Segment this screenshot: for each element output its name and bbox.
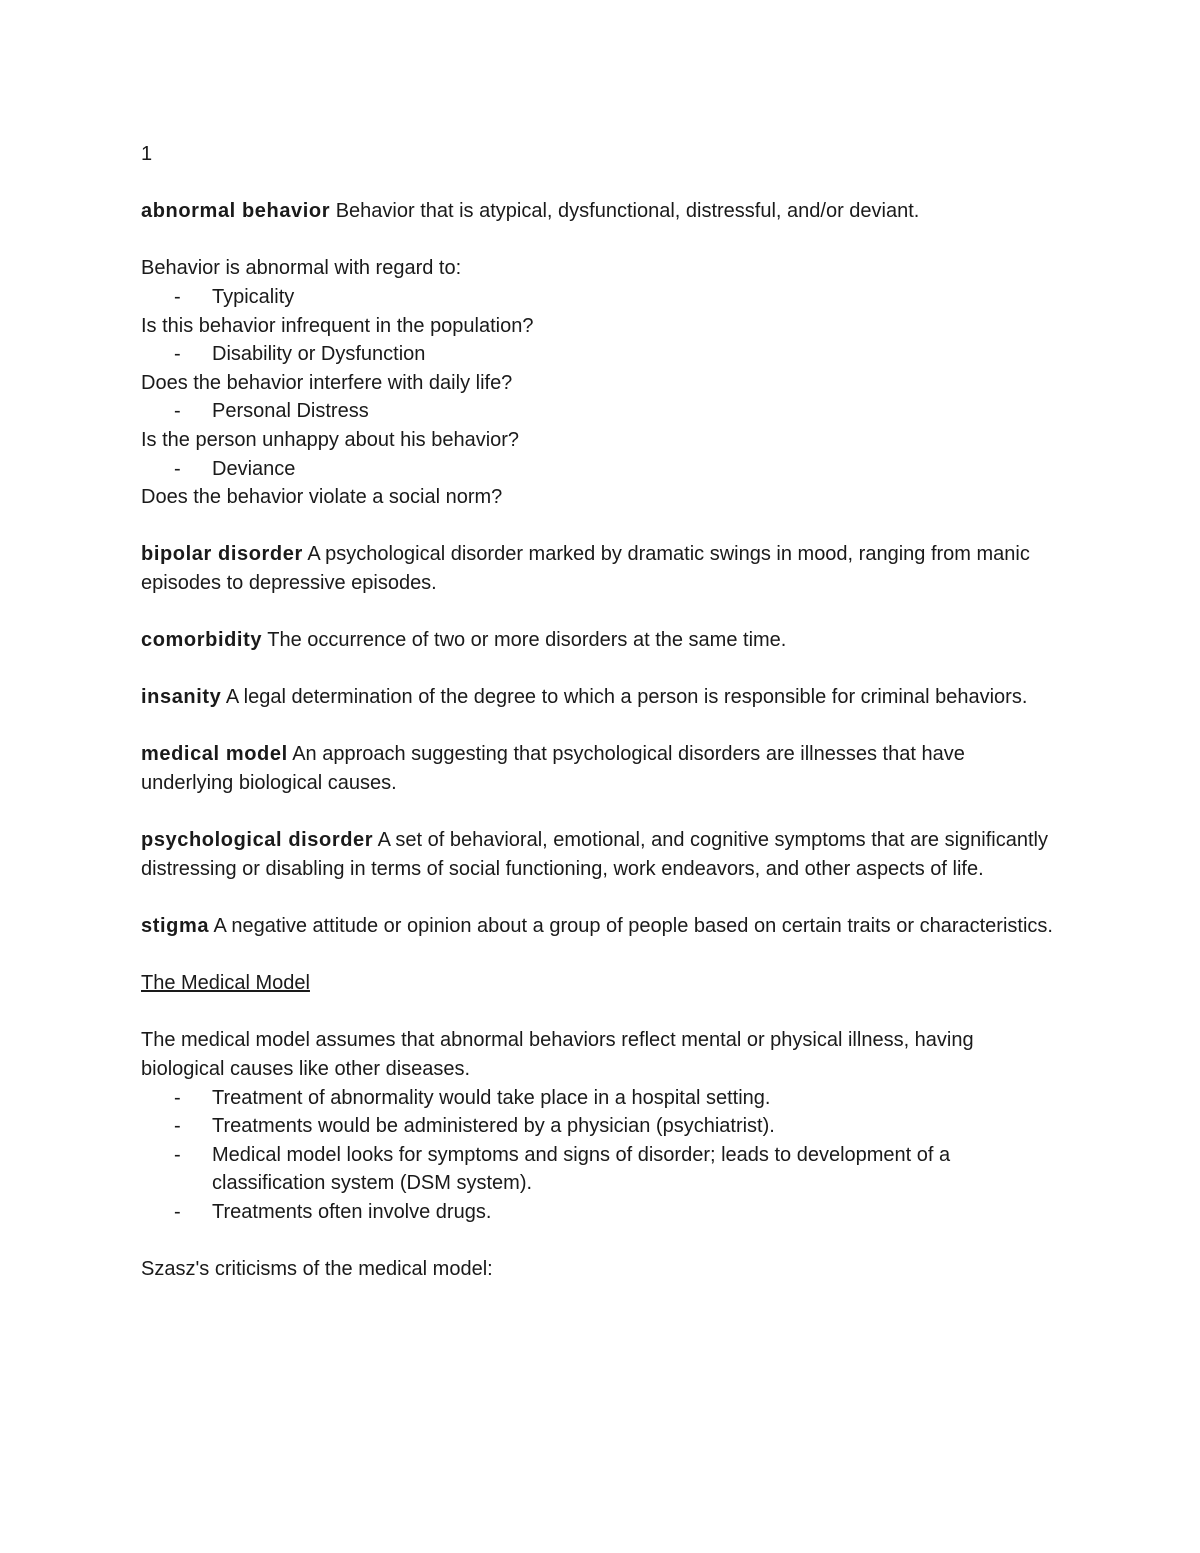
dash-marker: - (174, 1115, 181, 1138)
definition-abnormal-behavior (141, 197, 1061, 226)
term: stigma (141, 915, 210, 938)
dash-marker: - (174, 285, 181, 308)
bullet-text: Treatment of abnormality would take place in a hospital setting. (212, 1086, 771, 1109)
term: bipolar disorder (141, 543, 303, 566)
bullet-text: Medical model looks for symptoms and signs of disorder; leads to development of a classification system (DSM system). (212, 1143, 951, 1195)
criteria-label: Deviance (212, 457, 296, 480)
definition-psychological-disorder (141, 826, 1061, 883)
term: comorbidity (141, 629, 263, 652)
term: psychological disorder (141, 829, 374, 852)
criteria-label: Personal Distress (212, 400, 369, 423)
criteria-question: Is the person unhappy about his behavior? (141, 428, 520, 451)
szasz-criticisms-intro: Szasz's criticisms of the medical model: (141, 1258, 493, 1281)
medical-model-bullet (141, 1198, 1061, 1227)
criteria-item (141, 340, 1061, 369)
definition-insanity (141, 683, 1061, 712)
section-heading-medical-model: The Medical Model (141, 972, 310, 995)
bullet-text: Treatments often involve drugs. (212, 1200, 492, 1223)
definition-text: An approach suggesting that psychological disorders are illnesses that have underlying biological causes. (141, 743, 965, 795)
criteria-intro: Behavior is abnormal with regard to: (141, 257, 462, 280)
definition-bipolar-disorder (141, 540, 1061, 597)
criteria-label: Disability or Dysfunction (212, 343, 426, 366)
criteria-item (141, 283, 1061, 312)
criteria-item (141, 455, 1061, 484)
term: abnormal behavior (141, 200, 331, 223)
definition-medical-model (141, 740, 1061, 797)
definition-stigma (141, 912, 1061, 941)
medical-model-bullet (141, 1084, 1061, 1113)
page-number: 1 (141, 143, 153, 165)
term: insanity (141, 686, 222, 709)
medical-model-bullet (141, 1141, 1061, 1198)
criteria-question: Is this behavior infrequent in the population? (141, 314, 534, 337)
term: medical model (141, 743, 288, 766)
criteria-item (141, 397, 1061, 426)
definition-text: A psychological disorder marked by dramatic swings in mood, ranging from manic episodes to depressive episodes. (141, 543, 1030, 594)
definition-text: A legal determination of the degree to which a person is responsible for criminal behaviors. (221, 686, 1028, 709)
document-page (141, 140, 1061, 1284)
criteria-question: Does the behavior violate a social norm? (141, 486, 503, 509)
dash-marker: - (174, 1086, 181, 1109)
criteria-label: Typicality (212, 285, 295, 308)
definition-comorbidity (141, 626, 1061, 655)
bullet-text: Treatments would be administered by a physician (psychiatrist). (212, 1115, 775, 1138)
dash-marker: - (174, 400, 181, 423)
definition-text: A set of behavioral, emotional, and cognitive symptoms that are significantly distressing or disabling in terms of social functioning, work endeavors, and other aspects of life. (141, 829, 1048, 880)
dash-marker: - (174, 1200, 181, 1223)
definition-text: Behavior that is atypical, dysfunctional, distressful, and/or deviant. (330, 200, 920, 223)
medical-model-intro: The medical model assumes that abnormal behaviors reflect mental or physical illness, having biological causes like other diseases. (141, 1029, 974, 1080)
definition-text: The occurrence of two or more disorders at the same time. (262, 629, 787, 652)
dash-marker: - (174, 343, 181, 366)
criteria-question: Does the behavior interfere with daily life? (141, 371, 513, 394)
dash-marker: - (174, 1143, 181, 1166)
medical-model-bullet (141, 1112, 1061, 1141)
dash-marker: - (174, 457, 181, 480)
definition-text: A negative attitude or opinion about a group of people based on certain traits or characteristics. (209, 915, 1053, 938)
